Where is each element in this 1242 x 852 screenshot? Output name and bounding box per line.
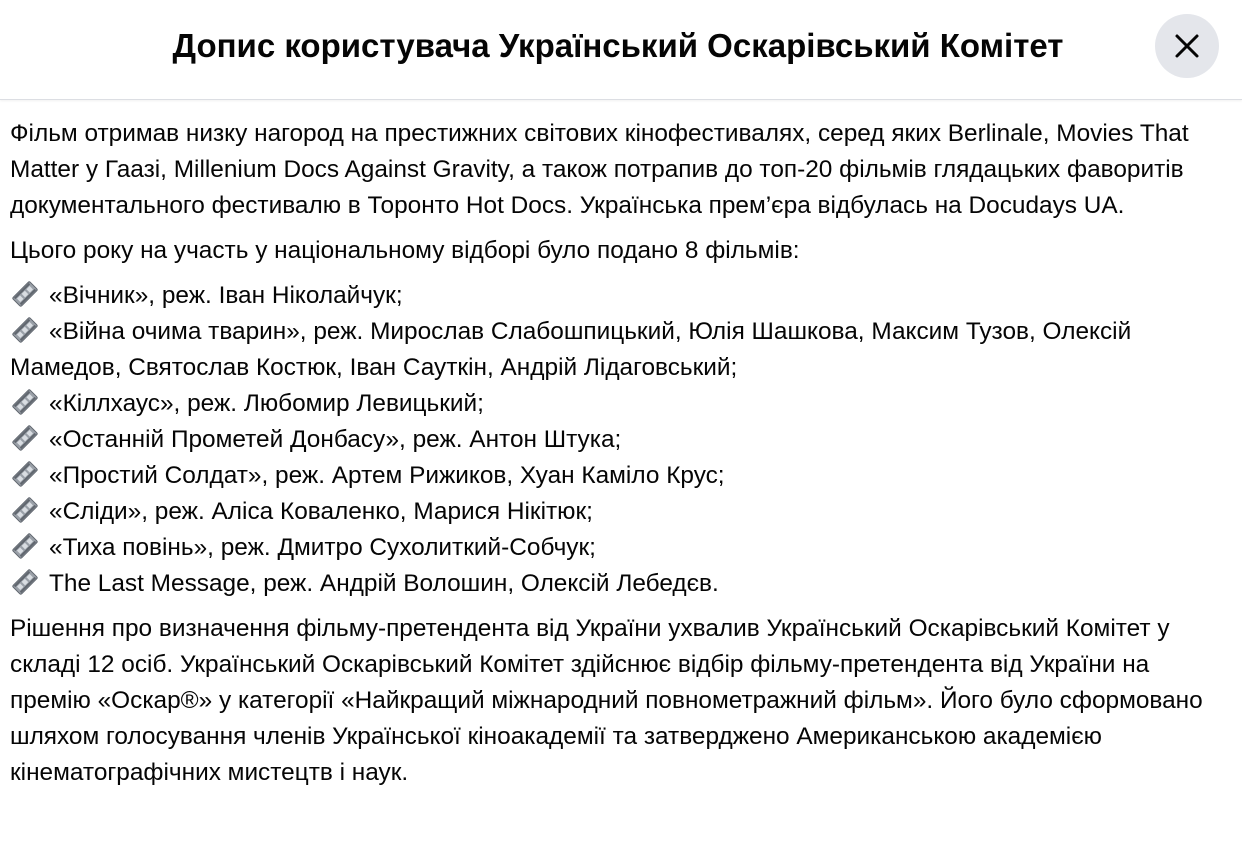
film-list-item: [10, 494, 1235, 530]
film-list-item-text: «Тиха повінь», реж. Дмитро Сухолиткий-Собчук;: [49, 534, 596, 561]
film-list: [10, 278, 1235, 602]
film-list-intro: Цього року на участь у національному відборі було подано 8 фільмів:: [10, 237, 800, 264]
film-list-item: [10, 530, 1235, 566]
film-list-item-text: «Простий Солдат», реж. Артем Рижиков, Хуан Каміло Крус;: [49, 462, 725, 489]
film-list-item-text: «Війна очима тварин», реж. Мирослав Слабошпицький, Юлія Шашкова, Максим Тузов, Олексій Мамедов, Святослав Костюк, Іван Сауткін, Андрій Лідаговський;: [10, 318, 1132, 381]
dialog-title: Допис користувача Український Оскарівський Комітет: [172, 27, 1064, 64]
film-frames-icon: [10, 568, 40, 596]
film-list-item: [10, 386, 1235, 422]
film-frames-icon: [10, 424, 40, 452]
film-frames-icon: [10, 280, 40, 308]
film-list-item-text: «Вічник», реж. Іван Ніколайчук;: [49, 282, 403, 309]
close-button[interactable]: [1155, 14, 1219, 78]
post-intro-paragraph: Фільм отримав низку нагород на престижних світових кінофестивалях, серед яких Berlinale, Movies That Matter у Гаазі, Millenium Docs Against Gravity, а також потрапив до топ-20 фільмів глядацьких фаворитів документального фестивалю в Торонто Hot Docs. Українська прем’єра відбулась на Docudays UA.: [10, 120, 1189, 219]
film-list-item: [10, 422, 1235, 458]
close-icon: [1173, 32, 1201, 60]
film-frames-icon: [10, 388, 40, 416]
film-frames-icon: [10, 460, 40, 488]
dialog-header: [0, 0, 1242, 100]
film-list-item: [10, 458, 1235, 494]
film-list-item: [10, 566, 1235, 602]
film-list-item: [10, 278, 1235, 314]
film-list-item-text: The Last Message, реж. Андрій Волошин, Олексій Лебедєв.: [49, 570, 719, 597]
film-list-item: [10, 314, 1235, 386]
film-list-item-text: «Сліди», реж. Аліса Коваленко, Марися Нікітюк;: [49, 498, 593, 525]
film-list-item-text: «Кіллхаус», реж. Любомир Левицький;: [49, 390, 484, 417]
film-list-item-text: «Останній Прометей Донбасу», реж. Антон Штука;: [49, 426, 622, 453]
film-frames-icon: [10, 316, 40, 344]
post-decision-paragraph: Рішення про визначення фільму-претендента від України ухвалив Український Оскарівський Комітет у складі 12 осіб. Український Оскарівський Комітет здійснює відбір фільму-претендента від України на премію «Оскар®» у категорії «Найкращий міжнародний повнометражний фільм». Його було сформовано шляхом голосування членів Української кіноакадемії та затверджено Американською академією кінематографічних мистецтв і наук.: [10, 615, 1203, 786]
post-body: [10, 116, 1235, 800]
film-frames-icon: [10, 532, 40, 560]
film-frames-icon: [10, 496, 40, 524]
